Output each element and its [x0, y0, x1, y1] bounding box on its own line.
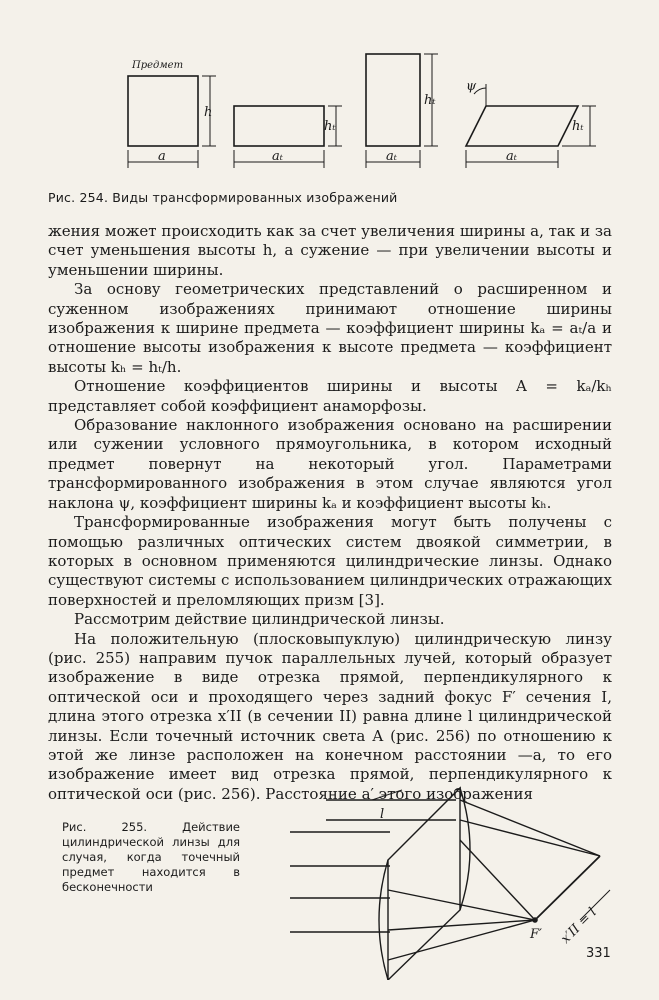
figure-255 — [280, 780, 620, 980]
paragraph: Образование наклонного изображения основано на расширении или сужении условного прямоугольника, в котором исходный предмет повернут на некоторый угол. Параметрами трансформированного изображения в этом случае являются угол наклона ψ, коэффициент ширины kₐ и коэффициент высоты kₕ. — [48, 416, 612, 512]
page-number: 331 — [586, 946, 611, 961]
label-focus: F′ — [530, 927, 542, 942]
paragraph: жения может происходить как за счет увеличения ширины a, так и за счет уменьшения высоты h, а сужение — при увеличении высоты и уменьшении ширины. — [48, 222, 612, 279]
narrowed-rectangle — [366, 54, 420, 146]
inclined-parallelogram — [466, 106, 578, 146]
dim-ht-3: hₜ — [572, 119, 584, 134]
body-text — [48, 222, 612, 804]
label-l: l — [380, 807, 385, 822]
dim-at-2: aₜ — [386, 149, 397, 164]
figure-254-caption: Рис. 254. Виды трансформированных изображений — [48, 190, 398, 205]
dim-ht-2: hₜ — [424, 93, 436, 108]
widened-rectangle — [234, 106, 324, 146]
label-x: x′II = l — [558, 905, 600, 947]
paragraph: Рассмотрим действие цилиндрической линзы. — [74, 610, 445, 629]
dim-at-3: aₜ — [506, 149, 517, 164]
paragraph: Трансформированные изображения могут быть получены с помощью различных оптических систем двоякой симметрии, в которых в основном применяются цилиндрические линзы. Однако существуют системы с использованием цилиндрических отражающих поверхностей и преломляющих призм [3]. — [48, 513, 612, 609]
paragraph: За основу геометрических представлений о расширенном и суженном изображениях принимают отношение ширины изображения к ширине предмета — коэффициент ширины kₐ = aₜ/a и отношение высоты изображения к высоте предмета — коэффициент высоты kₕ = hₜ/h. — [48, 280, 612, 376]
figure-254 — [110, 50, 610, 180]
dim-a: a — [158, 149, 166, 164]
dim-at-1: aₜ — [272, 149, 283, 164]
object-rectangle — [128, 76, 198, 146]
paragraph: На положительную (плосковыпуклую) цилиндрическую линзу (рис. 255) направим пучок параллельных лучей, который образует изображение в виде отрезка прямой, перпендикулярного к оптической оси и проходящего через задний фокус F′ сечения I, длина этого отрезка x′II (в сечении II) равна длине l цилиндрической линзы. Если точечный источник света A (рис. 256) по отношению к этой же линзе расположен на конечном расстоянии —a, то его изображение имеет вид отрезка прямой, перпендикулярного к оптической оси (рис. 256). Расстояние a′ этого изображения — [48, 629, 612, 803]
focus-point — [532, 917, 538, 923]
subject-label: Предмет — [132, 60, 184, 71]
dim-h: h — [204, 105, 213, 120]
figure-255-caption: Рис. 255. Действие цилиндрической линзы для случая, когда точечный предмет находится в бесконечности — [62, 820, 240, 894]
cylindrical-lens-front — [388, 788, 460, 980]
dim-ht-1: hₜ — [324, 119, 336, 134]
dim-psi: ψ — [466, 79, 477, 94]
paragraph: Отношение коэффициентов ширины и высоты A = kₐ/kₕ представляет собой коэффициент анаморфозы. — [48, 377, 612, 415]
